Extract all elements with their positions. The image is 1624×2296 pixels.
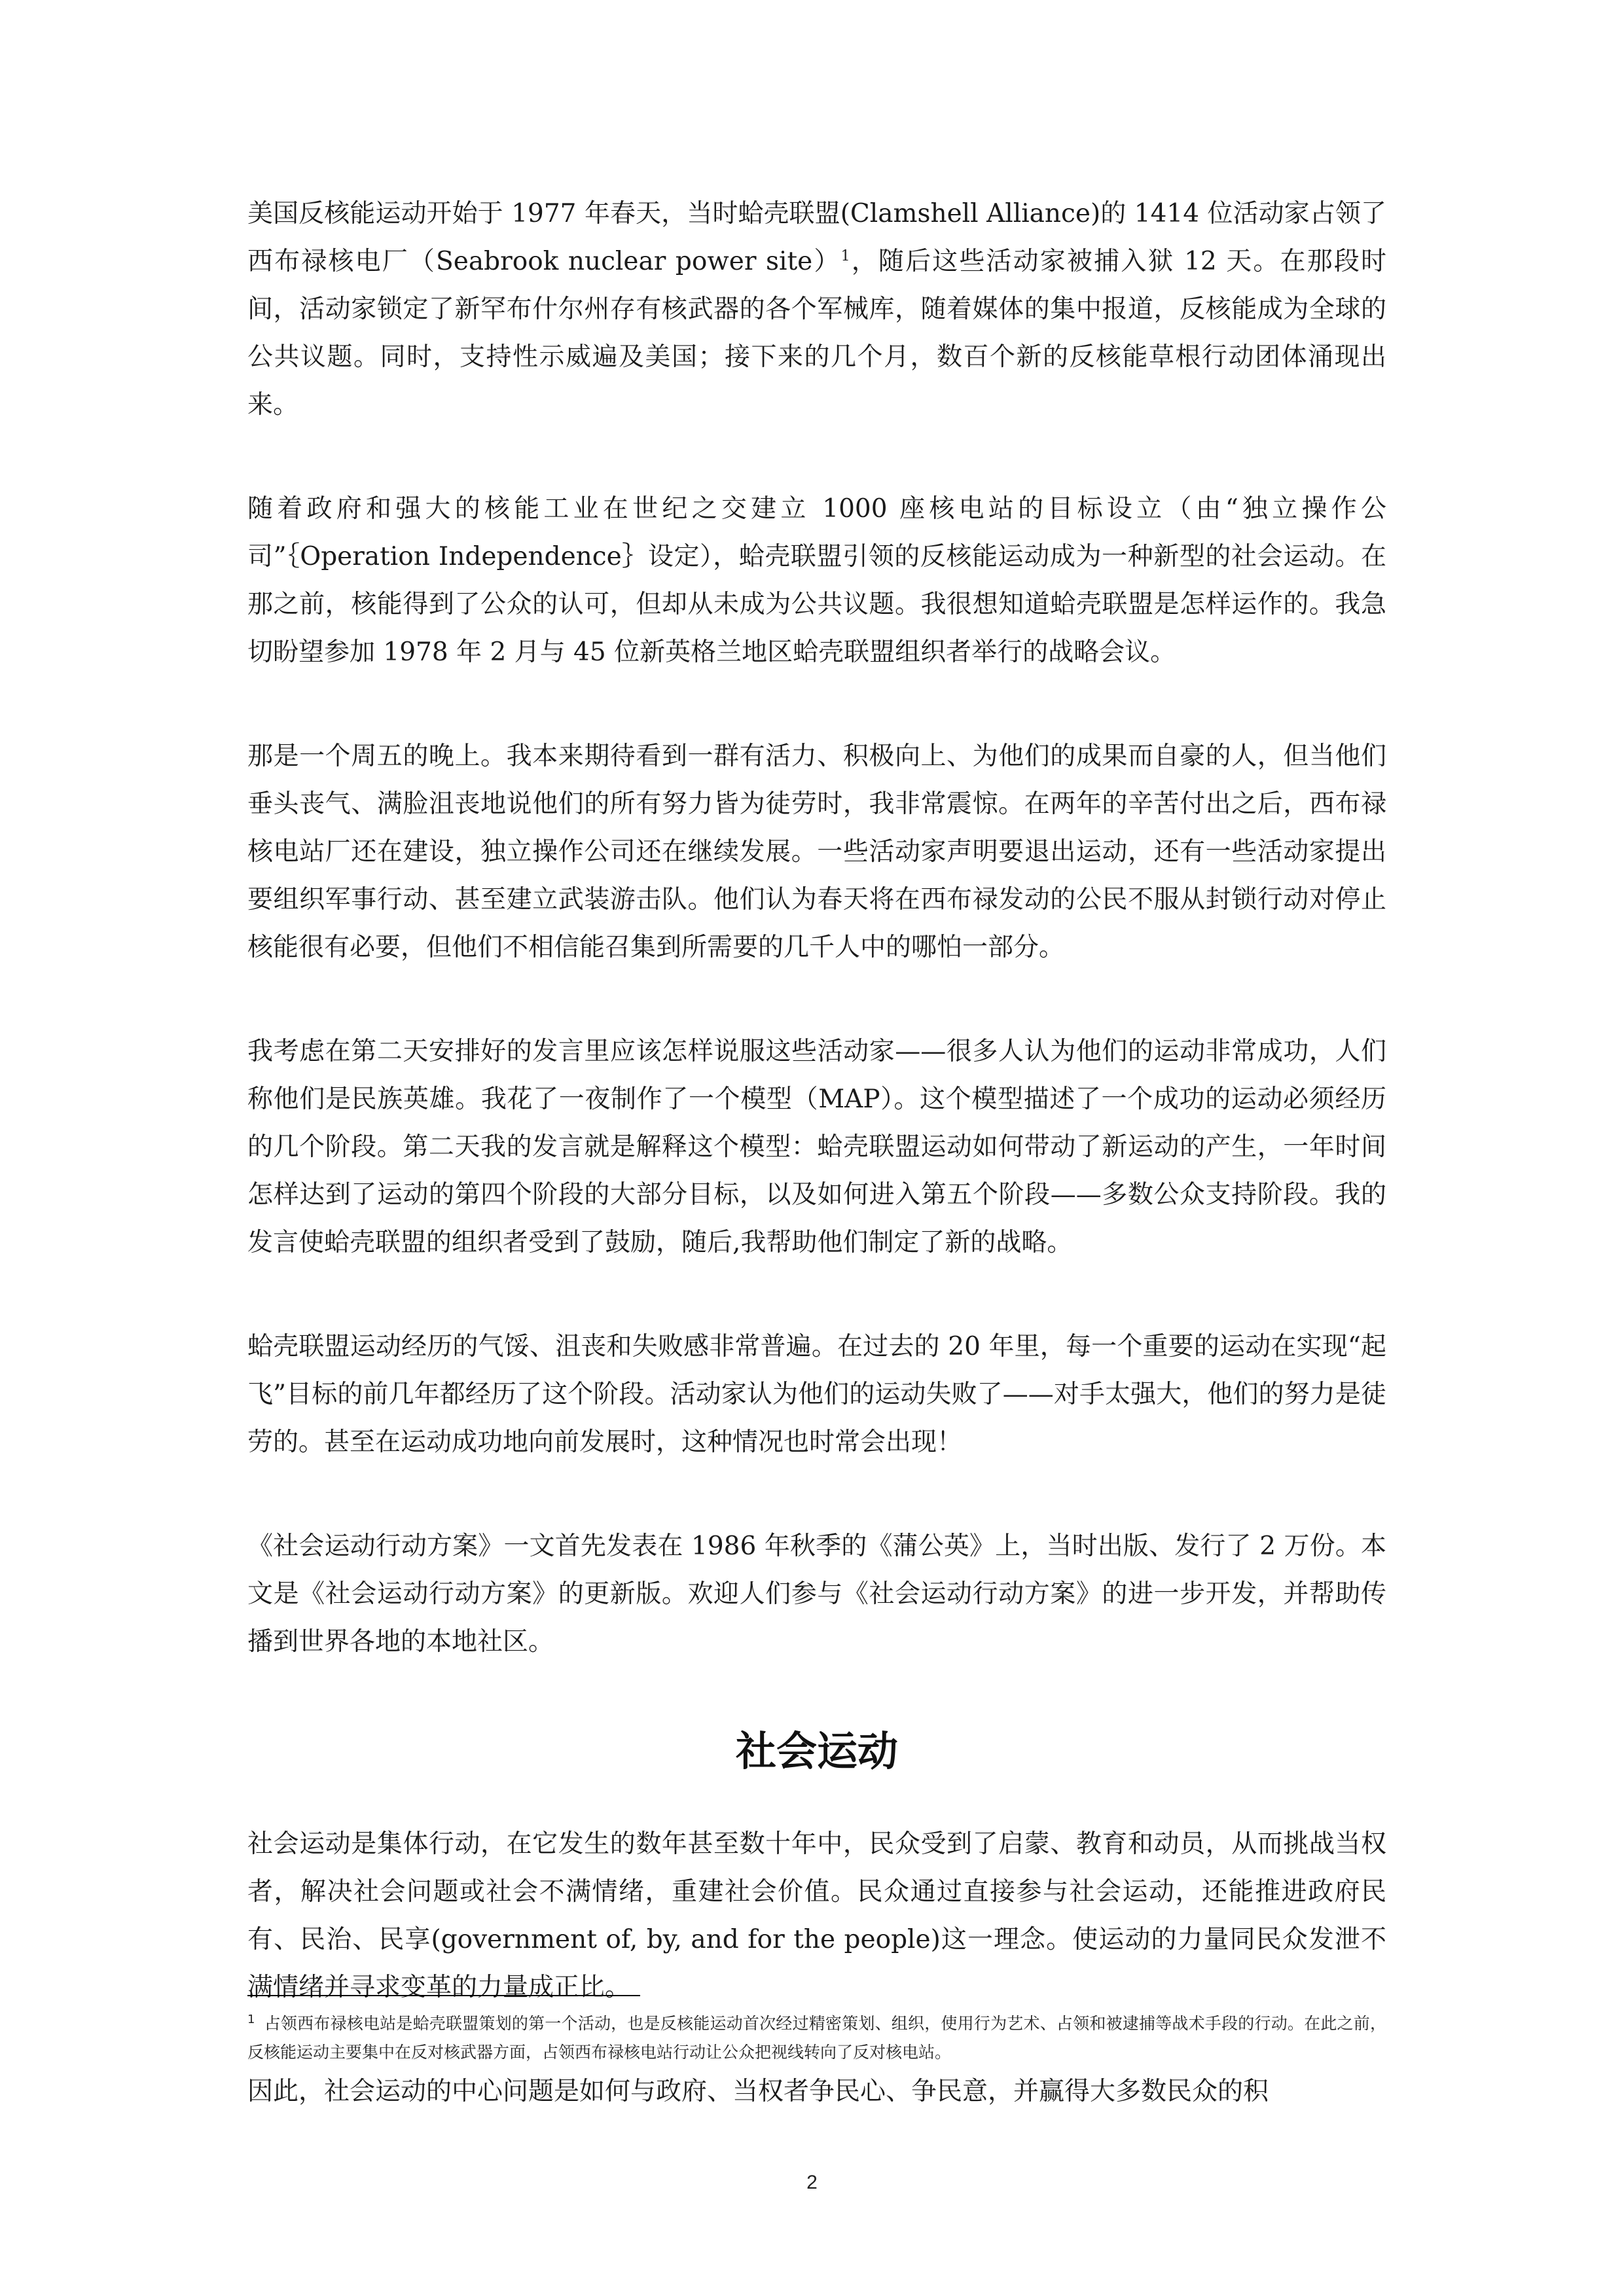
footnote-mark: 1	[247, 2012, 255, 2026]
section-heading: 社会运动	[735, 1727, 898, 1775]
footnote-text: 占领西布禄核电站是蛤壳联盟策划的第一个活动，也是反核能运动首次经过精密策划、组织，使用行为艺术、占领和被逮捕等战术手段的行动。在此之前，反核能运动主要集中在反对核武器方面，占领西布禄核电站行动让公众把视线转向了反对核电站。	[247, 2014, 1386, 2062]
paragraph-4: 我考虑在第二天安排好的发言里应该怎样说服这些活动家——很多人认为他们的运动非常成功，人们称他们是民族英雄。我花了一夜制作了一个模型（MAP）。这个模型描述了一个成功的运动必须经历的几个阶段。第二天我的发言就是解释这个模型：蛤壳联盟运动如何带动了新运动的产生，一年时间怎样达到了运动的第四个阶段的大部分目标，以及如何进入第五个阶段——多数公众支持阶段。我的发言使蛤壳联盟的组织者受到了鼓励，随后,我帮助他们制定了新的战略。	[247, 1037, 1386, 1257]
paragraph-1-text-a: 美国反核能运动开始于 1977 年春天，当时蛤壳联盟(Clamshell Alliance)的 1414 位活动家占领了西布禄核电厂（Seabrook nuclear power site）	[247, 199, 1386, 276]
section-paragraph-2: 因此，社会运动的中心问题是如何与政府、当权者争民心、争民意，并赢得大多数民众的积	[247, 2077, 1269, 2106]
footnote	[247, 2009, 1386, 2067]
section-paragraph-1: 社会运动是集体行动，在它发生的数年甚至数十年中，民众受到了启蒙、教育和动员，从而挑战当权者，解决社会问题或社会不满情绪，重建社会价值。民众通过直接参与社会运动，还能推进政府民有、民治、民享(government of, by, and for the people)这一理念。使运动的力量同民众发泄不满情绪并寻求变革的力量成正比。	[247, 1829, 1386, 2002]
paragraph-3: 那是一个周五的晚上。我本来期待看到一群有活力、积极向上、为他们的成果而自豪的人，但当他们垂头丧气、满脸沮丧地说他们的所有努力皆为徒劳时，我非常震惊。在两年的辛苦付出之后，西布禄核电站厂还在建设，独立操作公司还在继续发展。一些活动家声明要退出运动，还有一些活动家提出要组织军事行动、甚至建立武装游击队。他们认为春天将在西布禄发动的公民不服从封锁行动对停止核能很有必要，但他们不相信能召集到所需要的几千人中的哪怕一部分。	[247, 742, 1386, 962]
page-number: 2	[806, 2172, 818, 2193]
document-body	[247, 190, 1386, 2115]
paragraph-2: 随着政府和强大的核能工业在世纪之交建立 1000 座核电站的目标设立（由“独立操作公司”｛Operation Independence｝设定），蛤壳联盟引领的反核能运动成为一种新型的社会运动。在那之前，核能得到了公众的认可，但却从未成为公共议题。我很想知道蛤壳联盟是怎样运作的。我急切盼望参加 1978 年 2 月与 45 位新英格兰地区蛤壳联盟组织者举行的战略会议。	[247, 494, 1386, 667]
paragraph-5: 蛤壳联盟运动经历的气馁、沮丧和失败感非常普遍。在过去的 20 年里，每一个重要的运动在实现“起飞”目标的前几年都经历了这个阶段。活动家认为他们的运动失败了——对手太强大，他们的努力是徒劳的。甚至在运动成功地向前发展时，这种情况也时常会出现！	[247, 1332, 1386, 1457]
paragraph-6: 《社会运动行动方案》一文首先发表在 1986 年秋季的《蒲公英》上，当时出版、发行了 2 万份。本文是《社会运动行动方案》的更新版。欢迎人们参与《社会运动行动方案》的进一步开发，并帮助传播到世界各地的本地社区。	[247, 1532, 1386, 1657]
paragraph-1-text-b: ，随后这些活动家被捕入狱 12 天。在那段时间，活动家锁定了新罕布什尔州存有核武器的各个军械库，随着媒体的集中报道，反核能成为全球的公共议题。同时，支持性示威遍及美国；接下来的几个月，数百个新的反核能草根行动团体涌现出来。	[247, 247, 1386, 420]
footnote-reference[interactable]: 1	[840, 248, 850, 264]
paragraph-1	[247, 190, 1386, 429]
footnote-separator	[247, 1995, 640, 1996]
